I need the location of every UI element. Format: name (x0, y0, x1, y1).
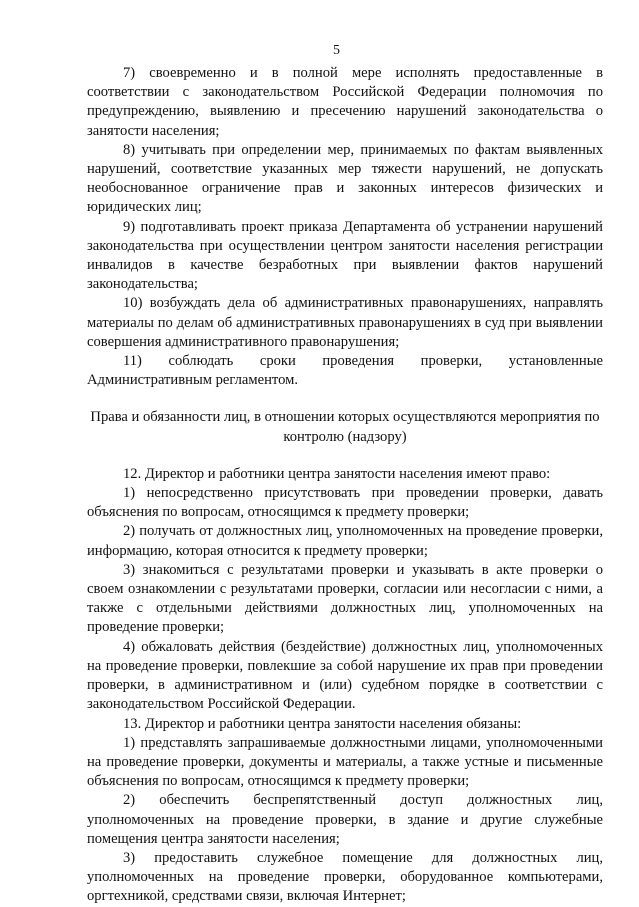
paragraph-12-intro: 12. Директор и работники центра занятости населения имеют право: (123, 465, 551, 482)
paragraph-12-item-4: 4) обжаловать действия (бездействие) должностных лиц, уполномоченных на проведение проверки, повлекшие за собой нарушение их прав при проведении проверки, в административном и (или) судебном порядке в соответствии с законодательством Российской Федерации. (87, 638, 603, 713)
paragraph-12-item-2: 2) получать от должностных лиц, уполномоченных на проведение проверки, информацию, которая относится к предмету проверки; (87, 523, 603, 559)
paragraph-12-item-1: 1) непосредственно присутствовать при проведении проверки, давать объяснения по вопросам, относящимся к предмету проверки; (87, 485, 603, 521)
paragraph-12-item-3: 3) знакомиться с результатами проверки и указывать в акте проверки о своем ознакомлении с результатами проверки, согласии или несогласии с ними, а также с отдельными действиями должностных лиц, уполномоченных на проведение проверки; (87, 561, 603, 636)
paragraph-item-7: 7) своевременно и в полной мере исполнять предоставленные в соответствии с законодательством Российской Федерации полномочия по предупреждению, выявлению и пресечению нарушений законодательства о занятости населения; (87, 65, 603, 139)
paragraph-item-10: 10) возбуждать дела об административных правонарушениях, направлять материалы по делам об административных правонарушениях в суд при выявлении совершения административного правонарушения; (87, 295, 603, 350)
paragraph-item-9: 9) подготавливать проект приказа Департамента об устранении нарушений законодательства при осуществлении центром занятости населения регистрации инвалидов в качестве безработных при выявлении фактов нарушений законодательства; (87, 218, 603, 293)
paragraph-13-item-1: 1) представлять запрашиваемые должностными лицами, уполномоченными на проведение проверки, документы и материалы, а также устные и письменные объяснения по вопросам, относящимся к предмету проверки; (87, 734, 603, 790)
section-heading: Права и обязанности лиц, в отношении которых осуществляются мероприятия по контролю (надзору) (90, 409, 600, 445)
page-number: 5 (333, 43, 340, 58)
paragraph-13-item-3: 3) предоставить служебное помещение для должностных лиц, уполномоченных на проведение проверки, оборудованное компьютерами, оргтехникой, средствами связи, включая Интернет; (87, 849, 603, 905)
paragraph-item-11: 11) соблюдать сроки проведения проверки, установленные Административным регламентом. (87, 353, 603, 389)
paragraph-13-item-2: 2) обеспечить беспрепятственный доступ должностных лиц, уполномоченных на проведение проверки, в здание и другие служебные помещения центра занятости населения; (87, 792, 603, 847)
document-body (87, 64, 603, 907)
paragraph-13-intro: 13. Директор и работники центра занятости населения обязаны: (123, 715, 522, 732)
paragraph-item-8: 8) учитывать при определении мер, принимаемых по фактам выявленных нарушений, соответствие указанных мер тяжести нарушений, не допускать необоснованное ограничение прав и законных интересов физических и юридических лиц; (87, 141, 603, 216)
